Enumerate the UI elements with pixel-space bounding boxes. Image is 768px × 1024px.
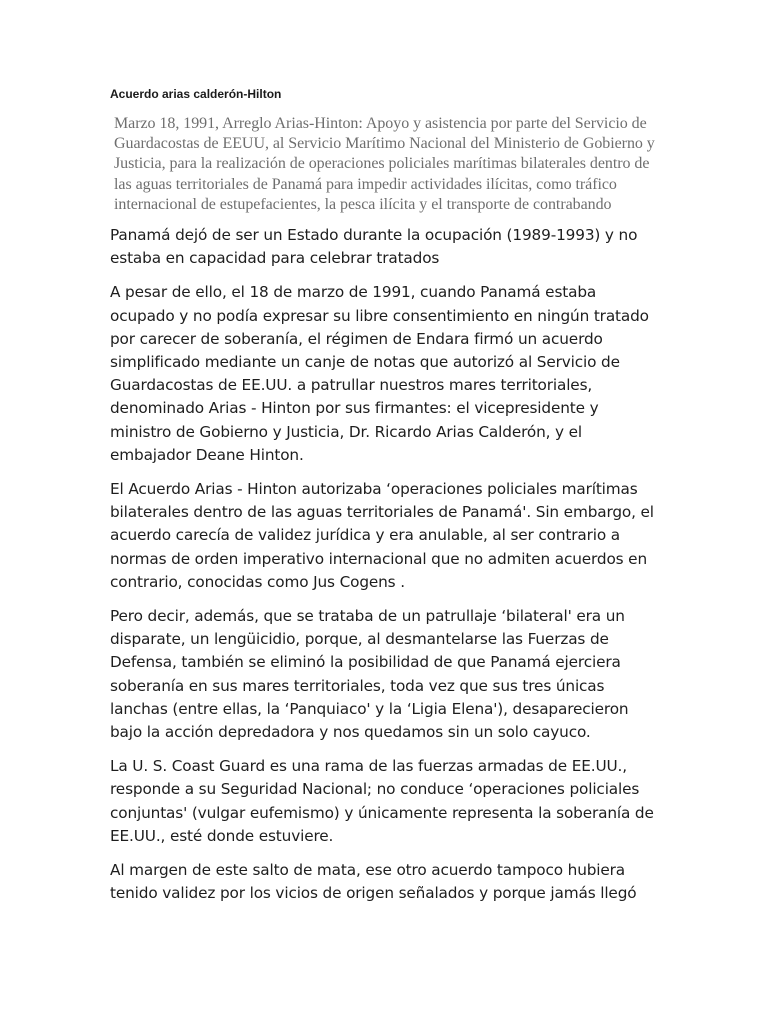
paragraph: A pesar de ello, el 18 de marzo de 1991, cuando Panamá estaba ocupado y no podía expresar su libre consentimiento en ningún tratado por carecer de soberanía, el régimen de Endara firmó un acuerdo simplificado mediante un canje de notas que autorizó al Servicio de Guardacostas de EE.UU. a patrullar nuestros mares territoriales, denominado Arias - Hinton por sus firmantes: el vicepresidente y ministro de Gobierno y Justicia, Dr. Ricardo Arias Calderón, y el embajador Deane Hinton.	[110, 283, 649, 464]
paragraph: La U. S. Coast Guard es una rama de las fuerzas armadas de EE.UU., responde a su Seguridad Nacional; no conduce ‘operaciones policiales conjuntas' (vulgar eufemismo) y únicamente representa la soberanía de EE.UU., esté donde estuviere.	[110, 757, 654, 845]
paragraph: Pero decir, además, que se trataba de un patrullaje ‘bilateral' era un disparate, un lengüicidio, porque, al desmantelarse las Fuerzas de Defensa, también se eliminó la posibilidad de que Panamá ejerciera soberanía en sus mares territoriales, toda vez que sus tres únicas lanchas (entre ellas, la ‘Panquiaco' y la ‘Ligia Elena'), desaparecieron bajo la acción depredadora y nos quedamos sin un solo cayuco.	[110, 607, 629, 742]
document-page	[110, 86, 658, 917]
document-title: Acuerdo arias calderón-Hilton	[110, 87, 282, 101]
paragraph: Panamá dejó de ser un Estado durante la ocupación (1989-1993) y no estaba en capacidad para celebrar tratados	[110, 226, 638, 268]
quoted-summary: Marzo 18, 1991, Arreglo Arias-Hinton: Apoyo y asistencia por parte del Servicio de Guardacostas de EEUU, al Servicio Marítimo Nacional del Ministerio de Gobierno y Justicia, para la realización de operaciones policiales marítimas bilaterales dentro de las aguas territoriales de Panamá para impedir actividades ilícitas, como tráfico internacional de estupefacientes, la pesca ilícita y el transporte de contrabando	[114, 115, 655, 213]
paragraph: Al margen de este salto de mata, ese otro acuerdo tampoco hubiera tenido validez por los vicios de origen señalados y porque jamás llegó	[110, 861, 637, 903]
paragraph: El Acuerdo Arias - Hinton autorizaba ‘operaciones policiales marítimas bilaterales dentro de las aguas territoriales de Panamá'. Sin embargo, el acuerdo carecía de validez jurídica y era anulable, al ser contrario a normas de orden imperativo internacional que no admiten acuerdos en contrario, conocidas como Jus Cogens .	[110, 480, 654, 591]
